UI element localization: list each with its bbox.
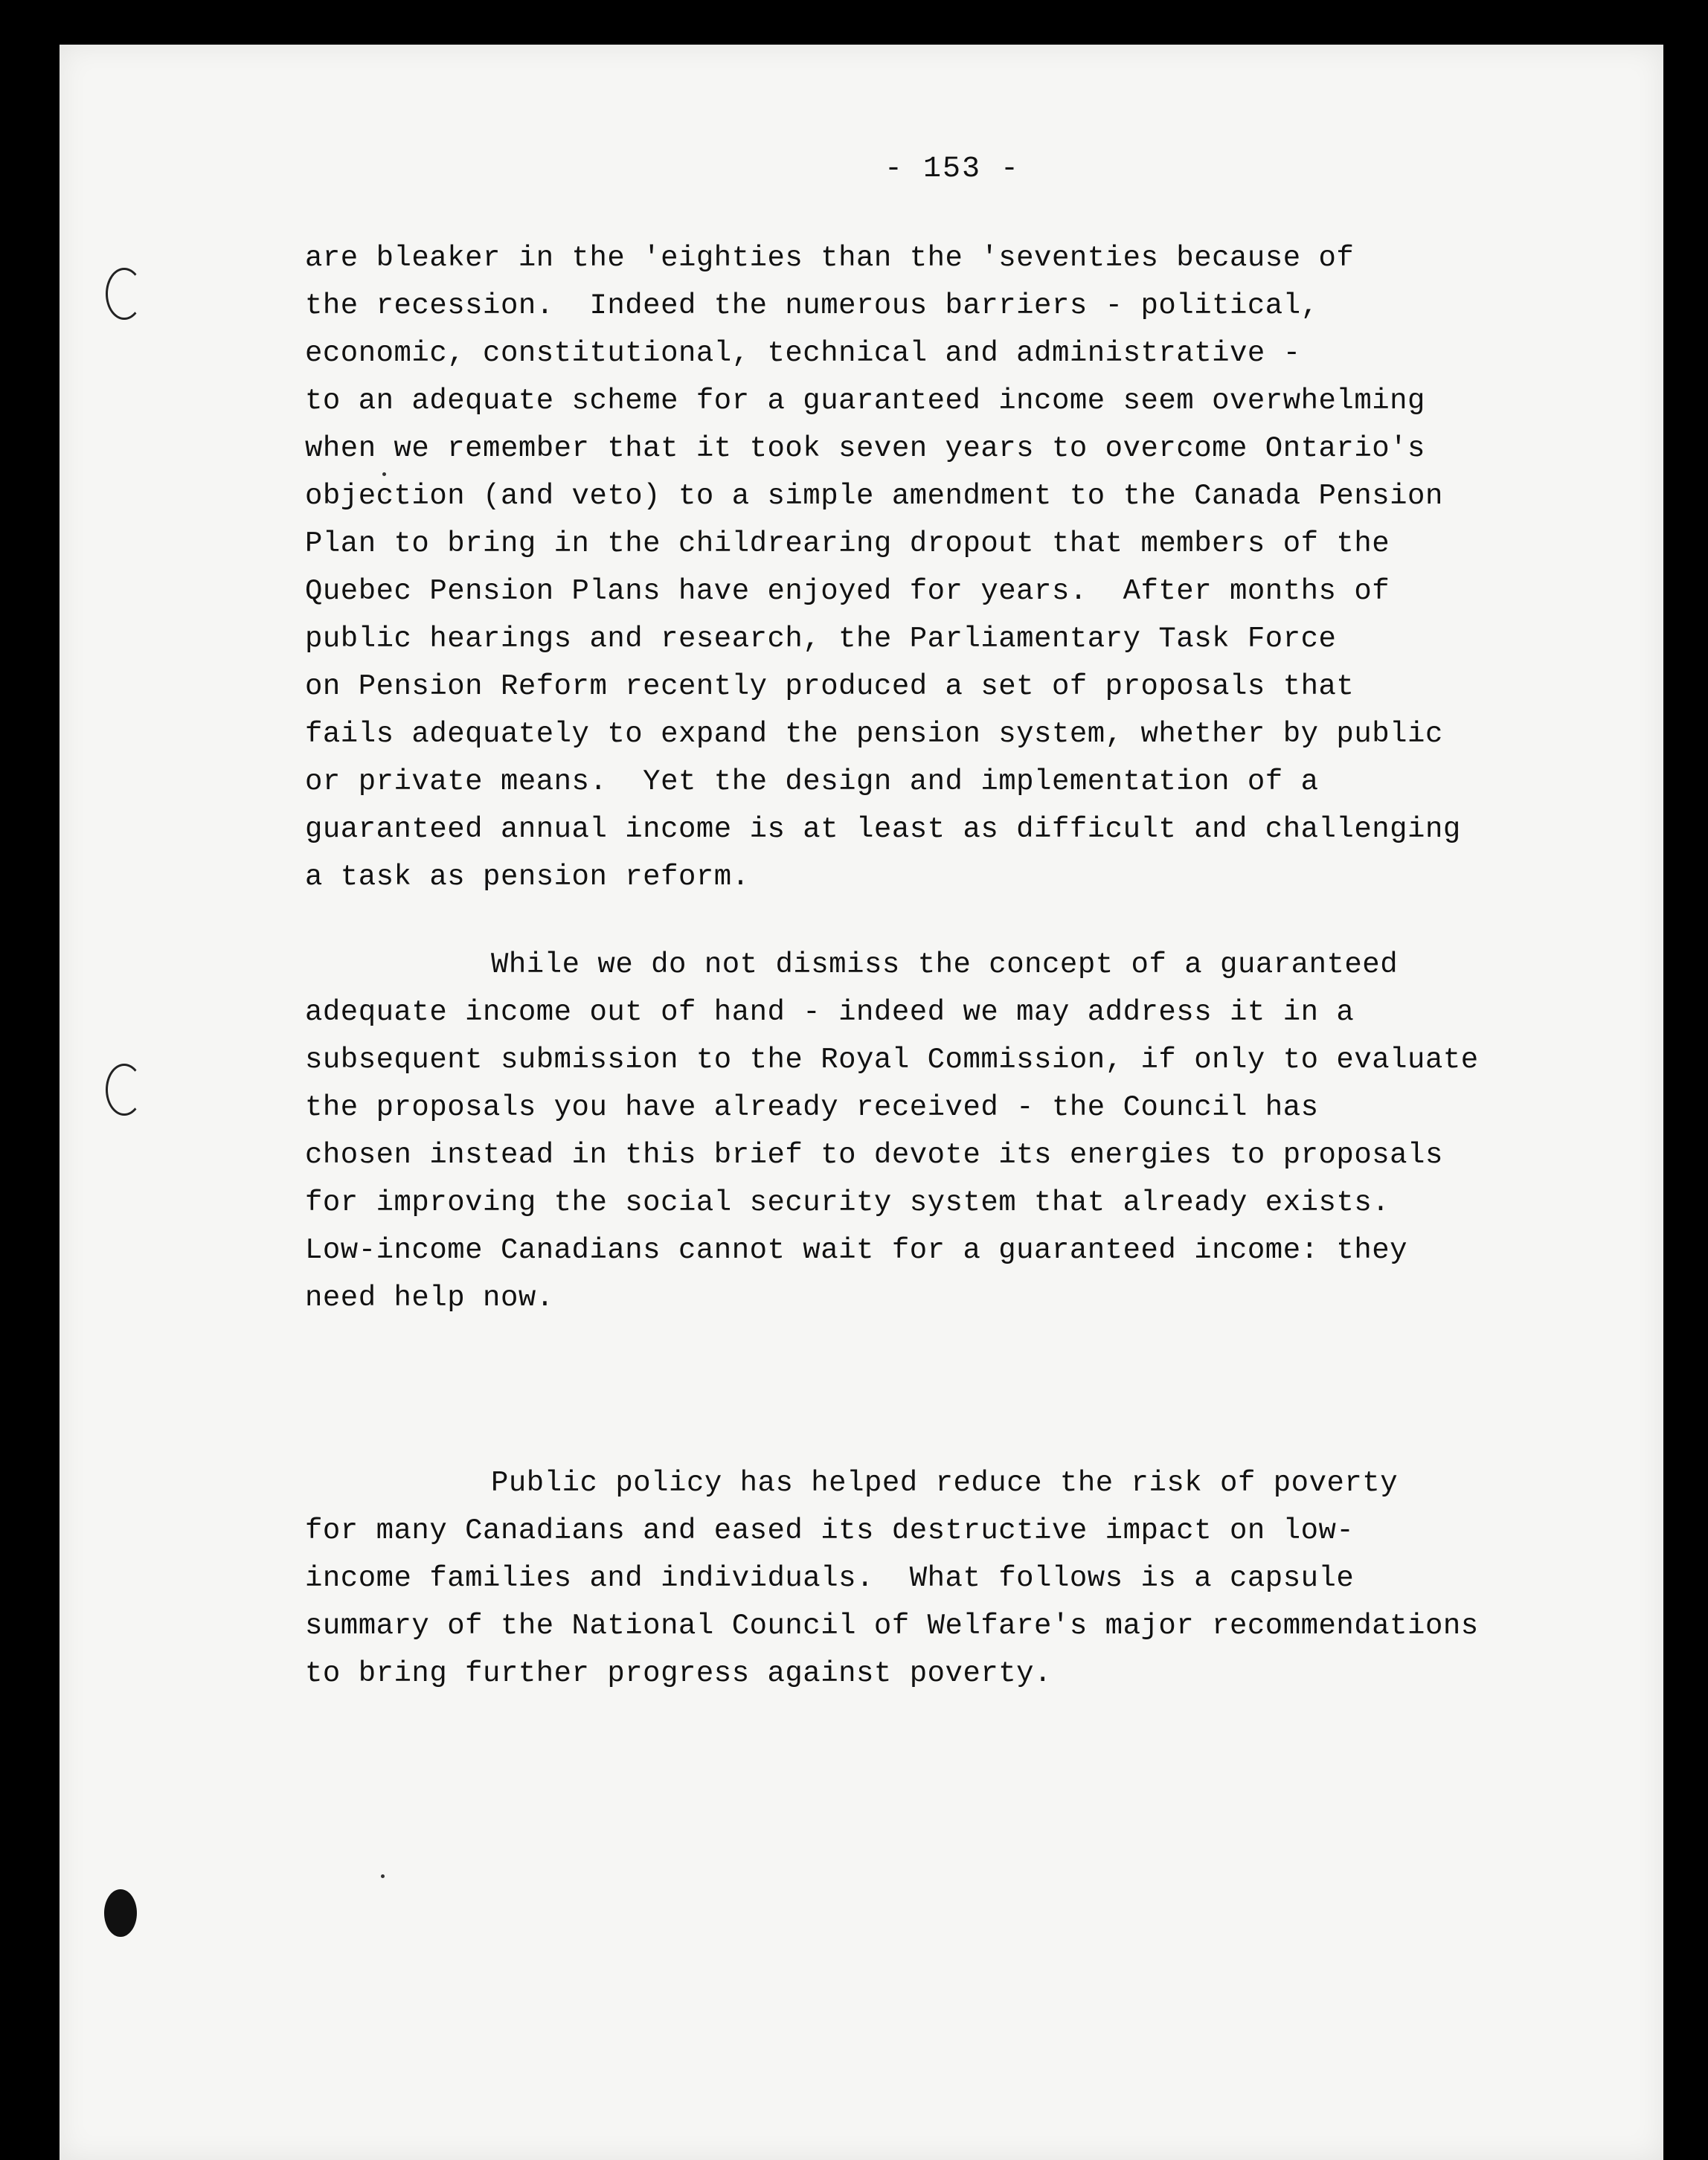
text-line: for many Canadians and eased its destructive impact on low-: [305, 1514, 1355, 1547]
text-line: are bleaker in the 'eighties than the 'seventies because of: [305, 242, 1355, 274]
text-line: adequate income out of hand - indeed we may address it in a: [305, 996, 1355, 1029]
text-line: when we remember that it took seven years to overcome Ontario's: [305, 432, 1425, 465]
text-line: on Pension Reform recently produced a set of proposals that: [305, 670, 1355, 703]
text-line: the recession. Indeed the numerous barriers - political,: [305, 289, 1319, 322]
text-line: guaranteed annual income is at least as difficult and challenging: [305, 813, 1461, 846]
punch-hole-bottom: [104, 1889, 137, 1937]
text-line: economic, constitutional, technical and administrative -: [305, 337, 1301, 370]
scan-speck: [381, 1874, 385, 1878]
text-line: Low-income Canadians cannot wait for a guaranteed income: they: [305, 1234, 1408, 1267]
text-line: subsequent submission to the Royal Commission, if only to evaluate: [305, 1044, 1479, 1076]
text-line: Plan to bring in the childrearing dropout that members of the: [305, 527, 1390, 560]
page-number: - 153 -: [884, 152, 1021, 186]
text-line: summary of the National Council of Welfare's major recommendations: [305, 1610, 1479, 1642]
text-line: for improving the social security system that already exists.: [305, 1186, 1390, 1219]
paragraph-guaranteed-income: [305, 941, 1585, 1322]
punch-hole-middle: [106, 1064, 143, 1116]
text-line: public hearings and research, the Parliamentary Task Force: [305, 623, 1337, 655]
text-line: Public policy has helped reduce the risk of poverty: [491, 1467, 1399, 1500]
punch-hole-top: [106, 268, 143, 320]
text-line: the proposals you have already received - the Council has: [305, 1091, 1319, 1124]
text-line: While we do not dismiss the concept of a guaranteed: [491, 948, 1399, 981]
text-line: a task as pension reform.: [305, 861, 750, 893]
text-line: need help now.: [305, 1282, 554, 1314]
text-line: chosen instead in this brief to devote its energies to proposals: [305, 1139, 1443, 1171]
text-line: fails adequately to expand the pension system, whether by public: [305, 718, 1443, 750]
paragraph-public-policy: [305, 1459, 1585, 1697]
text-line: or private means. Yet the design and implementation of a: [305, 765, 1319, 798]
text-line: Quebec Pension Plans have enjoyed for years. After months of: [305, 575, 1390, 608]
paragraph-continuation: [305, 234, 1585, 901]
text-line: to bring further progress against poverty.: [305, 1657, 1052, 1690]
text-line: objection (and veto) to a simple amendment to the Canada Pension: [305, 480, 1443, 512]
text-line: to an adequate scheme for a guaranteed income seem overwhelming: [305, 385, 1425, 417]
text-line: income families and individuals. What follows is a capsule: [305, 1562, 1355, 1595]
